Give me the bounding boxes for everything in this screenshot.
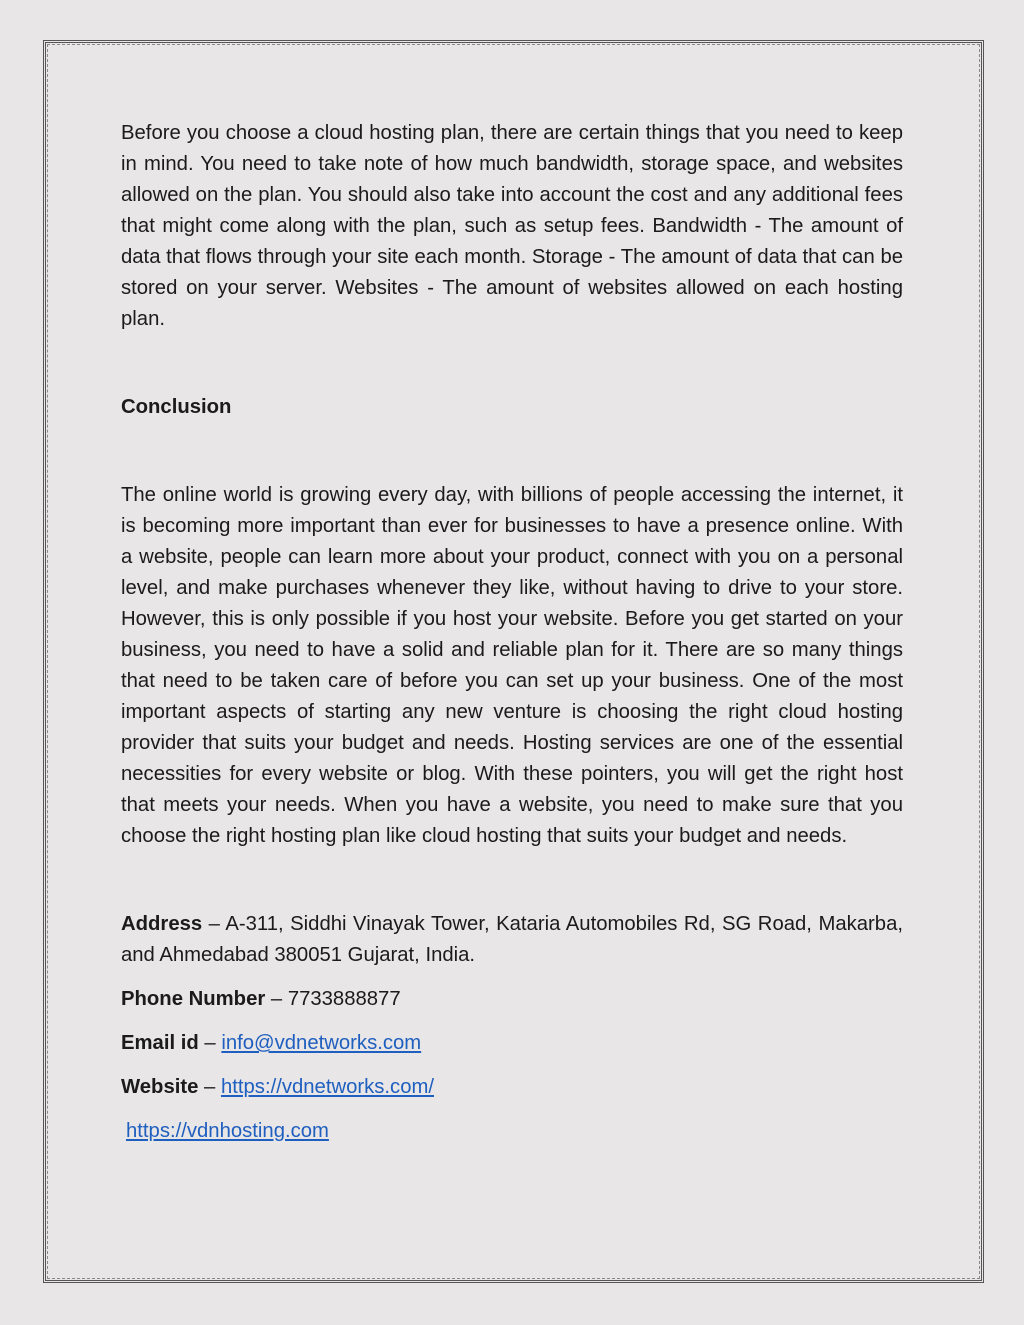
alt-website-link[interactable]: https://vdnhosting.com: [126, 1120, 329, 1142]
phone-separator: –: [265, 988, 288, 1010]
phone-label: Phone Number: [121, 988, 266, 1010]
address-line: [121, 909, 903, 971]
website-separator: –: [198, 1076, 221, 1098]
website-link[interactable]: https://vdnetworks.com/: [220, 1076, 435, 1098]
conclusion-paragraph: The online world is growing every day, with billions of people accessing the internet, it is becoming more important than ever for businesses to have a presence online. With a website, people can learn more about your product, connect with you on a personal level, and make purchases whenever they like, without having to drive to your store. However, this is only possible if you host your website. Before you get started on your business, you need to have a solid and reliable plan for it. There are so many things that need to be taken care of before you can set up your business. One of the most important aspects of starting any new venture is choosing the right cloud hosting provider that suits your budget and needs. Hosting services are one of the essential necessities for every website or blog. With these pointers, you will get the right host that meets your needs. When you have a website, you need to make sure that you choose the right hosting plan like cloud hosting that suits your budget and needs.: [121, 484, 903, 847]
alt-website-line: [121, 1116, 903, 1147]
document-body: [121, 118, 903, 1147]
website-line: [121, 1072, 903, 1103]
intro-paragraph: Before you choose a cloud hosting plan, there are certain things that you need to keep in mind. You need to take note of how much bandwidth, storage space, and websites allowed on the plan. You should also take into account the cost and any additional fees that might come along with the plan, such as setup fees. Bandwidth - The amount of data that flows through your site each month. Storage - The amount of data that can be stored on your server. Websites - The amount of websites allowed on each hosting plan.: [121, 122, 903, 330]
address-separator: –: [202, 913, 226, 935]
email-link[interactable]: info@vdnetworks.com: [221, 1032, 422, 1054]
address-label: Address: [121, 913, 203, 935]
phone-line: [121, 984, 903, 1015]
email-label: Email id: [121, 1032, 199, 1054]
email-line: [121, 1028, 903, 1059]
website-label: Website: [121, 1076, 199, 1098]
conclusion-heading: Conclusion: [121, 396, 232, 418]
phone-value: 7733888877: [287, 988, 401, 1010]
address-value: A-311, Siddhi Vinayak Tower, Kataria Automobiles Rd, SG Road, Makarba, and Ahmedabad 380051 Gujarat, India.: [121, 913, 903, 966]
email-separator: –: [198, 1032, 222, 1054]
